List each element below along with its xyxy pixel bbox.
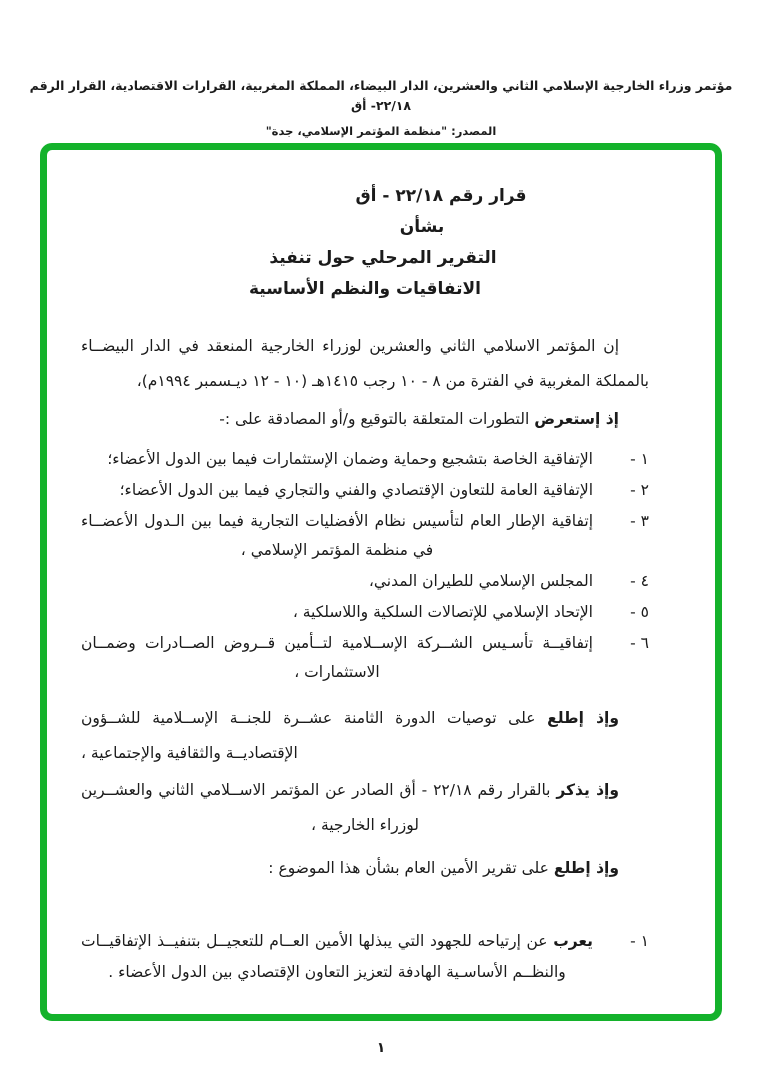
operative-lead-word: يعرب — [553, 932, 593, 950]
resolution-title — [81, 181, 649, 305]
list-item-number: ٦ - — [630, 634, 649, 652]
header-citation: مؤتمر وزراء الخارجية الإسلامي الثاني والعشرين، الدار البيضاء، المملكة المغربية، القرارات الاقتصادية، القرار الرقم ٢٢/١٨- أق — [29, 78, 733, 113]
preamble-recalling-clause — [81, 773, 649, 843]
report-clause-text: على تقرير الأمين العام بشأن هذا الموضوع : — [268, 859, 549, 877]
list-item-number: ٢ - — [630, 481, 649, 499]
title-resolution-number: قرار رقم ٢٢/١٨ - أق — [355, 186, 527, 206]
title-regarding: بشأن — [399, 217, 445, 237]
list-item — [81, 629, 649, 687]
preamble-report-clause — [81, 851, 649, 886]
preamble-noting-clause — [81, 701, 649, 771]
reviewing-lead-word: إذ إستعرض — [534, 410, 619, 428]
resolution-frame — [40, 143, 722, 1021]
list-item-text: إتفاقية الإطار العام لتأسيس نظام الأفضليات التجارية فيما بين الـدول الأعضــاء في منظمة المؤتمر الإسلامي ، — [81, 512, 593, 559]
list-item-text: الإتفاقية الخاصة بتشجيع وحماية وضمان الإستثمارات فيما بين الدول الأعضاء؛ — [107, 450, 593, 468]
noting-clause-text: على توصيات الدورة الثامنة عشــرة للجنــة الإســلامية للشــؤون الإقتصاديــة والثقافية والإجتماعية ، — [81, 709, 536, 762]
recalling-lead-word: وإذ يذكر — [556, 781, 619, 799]
list-item — [81, 598, 649, 627]
list-item-number: ٥ - — [630, 603, 649, 621]
agreements-list — [81, 445, 649, 687]
operative-item-text — [81, 926, 593, 988]
operative-item — [81, 926, 649, 988]
preamble-opening-paragraph: إن المؤتمر الاسلامي الثاني والعشرين لوزراء الخارجية المنعقد في الدار البيضــاء بالمملكة المغربية في الفترة من ٨ - ١٠ رجب ١٤١٥هـ (١٠ - ١٢ ديـسمبر ١٩٩٤م)، — [81, 337, 649, 390]
operative-item-number: ١ - — [630, 932, 649, 950]
list-item — [81, 507, 649, 565]
list-item-number: ٤ - — [630, 572, 649, 590]
list-item-number: ١ - — [630, 450, 649, 468]
list-item-text: المجلس الإسلامي للطيران المدني، — [368, 572, 593, 590]
reviewing-clause-text: التطورات المتعلقة بالتوقيع و/أو المصادقة على :- — [219, 410, 530, 428]
list-item — [81, 476, 649, 505]
document-header — [0, 76, 762, 140]
page-number: ١ — [376, 1040, 386, 1056]
list-item-text: الإتفاقية العامة للتعاون الإقتصادي والفني والتجاري فيما بين الدول الأعضاء؛ — [119, 481, 593, 499]
header-source: المصدر: "منظمة المؤتمر الإسلامي، جدة" — [265, 124, 497, 138]
preamble-reviewing-clause — [81, 402, 649, 437]
operative-item-body: عن إرتياحه للجهود التي يبذلها الأمين العــام للتعجيــل بتنفيــذ الإتفاقيــات والنظــم الأساسـية الهادفة لتعزيز التعاون الإقتصادي بين الدول الأعضاء . — [81, 932, 566, 981]
list-item-number: ٣ - — [630, 512, 649, 530]
title-subject-line2: الاتفاقيات والنظم الأساسية — [248, 279, 482, 299]
list-item — [81, 445, 649, 474]
list-item-text: الإتحاد الإسلامي للإتصالات السلكية واللاسلكية ، — [292, 603, 593, 621]
list-item-text: إتفاقيــة تأسـيس الشــركة الإســلامية لتــأمين قــروض الصــادرات وضمــان الاستثمارات ، — [81, 634, 593, 681]
noting-lead-word: وإذ إطلع — [547, 709, 619, 727]
list-item — [81, 567, 649, 596]
recalling-clause-text: بالقرار رقم ٢٢/١٨ - أق الصادر عن المؤتمر الاســلامي الثاني والعشــرين لوزراء الخارجية ، — [81, 781, 551, 834]
title-subject-line1: التقرير المرحلي حول تنفيذ — [269, 248, 497, 268]
report-lead-word: وإذ إطلع — [553, 859, 619, 877]
